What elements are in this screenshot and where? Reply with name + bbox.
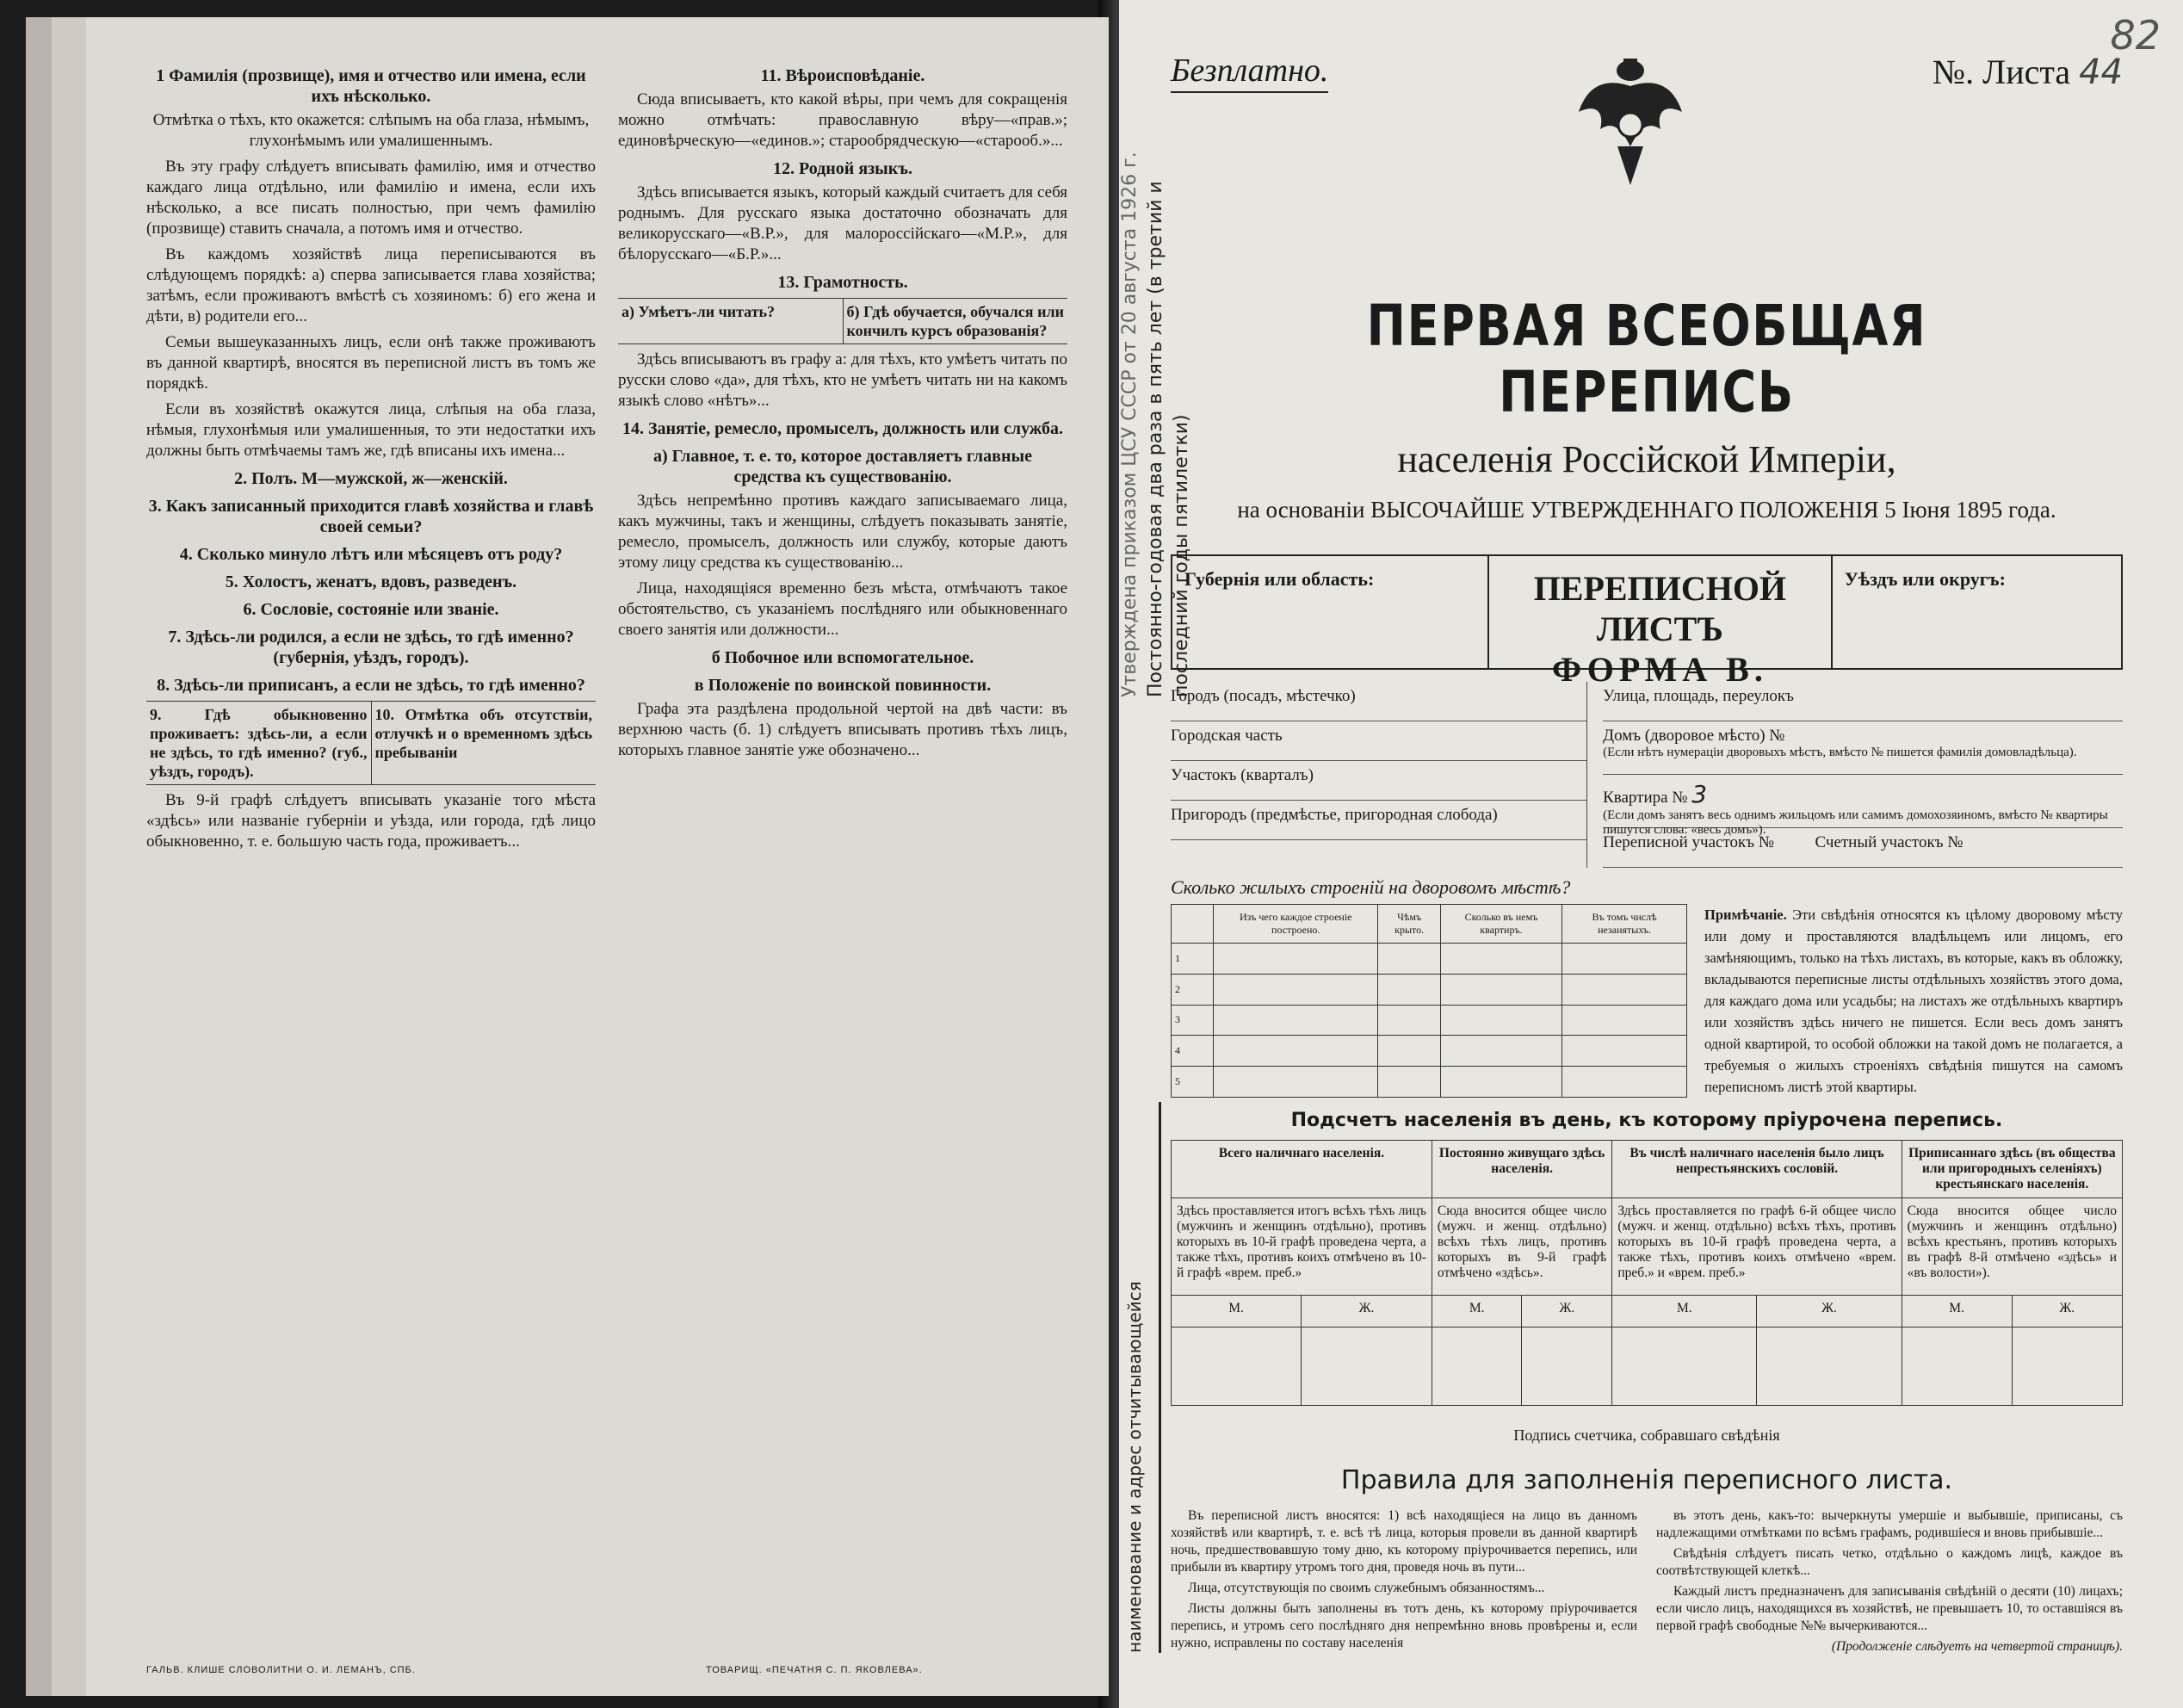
table-row xyxy=(1172,1067,1687,1098)
stamp-line-1: Утверждена приказом ЦСУ СССР от 20 августа 1926 г. xyxy=(1119,152,1141,697)
flat-field xyxy=(1603,775,2123,837)
city-part-field: Городская часть xyxy=(1171,721,1586,761)
male-label: М. xyxy=(1172,1296,1302,1327)
row-number: 3 xyxy=(1172,1005,1214,1036)
heading-2: 2. Полъ. М—мужской, ж—женскій. xyxy=(234,469,508,488)
continued-note: (Продолженіе слѣдуетъ на четвертой страницѣ). xyxy=(1831,1639,2123,1654)
note-text: Эти свѣдѣнія относятся къ цѣлому дворовому мѣсту или дому и проставляются владѣльцемъ или лицомъ, его замѣняющимъ, только на тѣхъ листахъ, въ которые, какъ въ обложку, вкладываются переписные листы отдѣльныхъ хозяйствъ этого дома, для каждаго дома или усадьбы; на листахъ же отдѣльныхъ квартиръ или хозяйствъ здѣсь ничего не пишется. Если весь домъ занятъ одной квартирой, то особой обложки на такой домъ не полагается, а требуемыя о жилыхъ строеніяхъ свѣдѣнія пишутся на самомъ переписномъ листѣ этой квартиры. xyxy=(1704,907,2123,1095)
note-label: Примѣчаніе. xyxy=(1704,907,1787,923)
population-count-title: Подсчетъ населенія въ день, къ которому пріурочена перепись. xyxy=(1290,1110,2003,1131)
printer-imprint-left: ГАЛЬВ. КЛИШЕ СЛОВОЛИТНИ О. И. ЛЕМАНЪ, СПБ. xyxy=(146,1665,416,1675)
heading-12: 12. Родной языкъ. xyxy=(773,159,912,178)
reporting-org-stamp: наименование и адрес отчитывающейся xyxy=(1124,1102,1161,1653)
rules-title: Правила для заполненія переписного листа. xyxy=(1340,1465,1953,1495)
heading-11: 11. Вѣроисповѣданіе. xyxy=(760,66,925,85)
uezd-field: Уѣздъ или округъ: xyxy=(1844,568,2006,590)
paragraph: Каждый листъ предназначенъ для записыванія свѣдѣній о десяти (10) лицахъ; если число лицъ, находящихся въ хозяйствѣ, не превышаетъ 10, то оставшіяся въ первой графѣ свободные №№ вычеркиваются... xyxy=(1656,1584,2123,1633)
district-field: Участокъ (кварталъ) xyxy=(1171,761,1586,801)
house-field xyxy=(1603,721,2123,775)
heading-8: 8. Здѣсь-ли приписанъ, а если не здѣсь, то гдѣ именно? xyxy=(157,676,585,695)
pop-header: Всего наличнаго населенія. xyxy=(1172,1141,1432,1198)
address-right xyxy=(1587,682,2123,868)
table-row xyxy=(1172,944,1687,975)
heading-10: 10. Отмѣтка объ отсутствіи, отлучкѣ и о временномъ здѣсь пребываніи xyxy=(371,702,597,784)
form-header xyxy=(1171,52,2123,224)
form-type-box xyxy=(1487,556,1833,689)
heading-14c: в Положеніе по воинской повинности. xyxy=(694,676,992,695)
paragraph: Здѣсь непремѣнно противъ каждаго записываемаго лица, какъ мужчины, такъ и женщины, слѣдуетъ показывать занятіе, ремесло, промыселъ, должность или службу, которые даютъ этому лицу средства къ существованію... xyxy=(618,492,1067,572)
sheet-number-label: №. Листа xyxy=(1932,53,2071,91)
sheet-number-value: 44 xyxy=(2079,53,2123,92)
paragraph: Въ 9-й графѣ слѣдуетъ вписывать указаніе того мѣста «здѣсь» или названіе губерніи и уѣзда, или города, гдѣ лицо обыкновенно, т. е. большую часть года, проживаетъ... xyxy=(146,791,596,851)
free-label: Безплатно. xyxy=(1171,52,1328,93)
row-number: 1 xyxy=(1172,944,1214,975)
bldg-header: Изъ чего каждое строеніе построено. xyxy=(1214,905,1378,944)
female-label: Ж. xyxy=(1757,1296,1902,1327)
heading-3: 3. Какъ записанный приходится главѣ хозяйства и главѣ своей семьи? xyxy=(148,497,594,536)
left-page-instructions xyxy=(86,17,1109,1696)
heading-9: 9. Гдѣ обыкновенно проживаетъ: здѣсь-ли, а если не здѣсь, то гдѣ именно? (губ., уѣздъ, городъ). xyxy=(150,706,368,780)
paragraph: Сюда вписываетъ, кто какой вѣры, при чемъ для сокращенія можно отмѣчать: православную вѣру—«прав.»; единовѣрческую—«единов.»; старообрядческую—«старооб.»... xyxy=(618,90,1067,150)
paragraph: Если въ хозяйствѣ окажутся лица, слѣпыя на оба глаза, нѣмыя, глухонѣмыя или умалишенныя, то эти недостатки ихъ должны быть отмѣчаемы тамъ же, гдѣ вписаны ихъ имена... xyxy=(146,400,596,460)
heading-13: 13. Грамотность. xyxy=(777,273,908,292)
left-column-2 xyxy=(618,59,1067,1677)
double-headed-eagle-icon xyxy=(1570,52,1691,189)
pop-desc: Сюда вносится общее число (мужчинъ и женщинъ отдѣльно) всѣхъ крестьянъ, противъ которыхъ въ графѣ 8-й отмѣчено «здѣсь» и «въ волости»). xyxy=(1902,1198,2122,1296)
region-box xyxy=(1171,554,2123,689)
heading-14a: а) Главное, т. е. то, которое доставляетъ главные средства къ существованію. xyxy=(653,447,1032,486)
paragraph: Отмѣтка о тѣхъ, кто окажется: слѣпымъ на оба глаза, нѣмымъ, глухонѣмымъ или умалишеннымъ. xyxy=(152,111,590,150)
paragraph: въ этотъ день, какъ-то: вычеркнуты умершіе и выбывшіе, приписаны, съ надлежащими отмѣтками по всѣмъ графамъ, родившіеся и вновь прибывшіе... xyxy=(1656,1508,2123,1540)
pop-desc: Сюда вносится общее число (мужч. и женщ. отдѣльно) всѣхъ тѣхъ лицъ, противъ которыхъ въ 9-й графѣ отмѣчено «здѣсь». xyxy=(1432,1198,1611,1296)
heading-13a: а) Умѣетъ-ли читать? xyxy=(622,303,776,320)
pop-desc: Здѣсь проставляется итогъ всѣхъ тѣхъ лицъ (мужчинъ и женщинъ отдѣльно), противъ которыхъ въ 10-й графѣ проведена черта, а также тѣхъ, противъ коихъ отмѣчено въ 10-й графѣ «врем. преб.» xyxy=(1172,1198,1432,1296)
city-field: Городъ (посадъ, мѣстечко) xyxy=(1171,682,1586,721)
paragraph: Семьи вышеуказанныхъ лицъ, если онѣ также проживаютъ въ данной квартирѣ, вносятся въ переписной листъ въ томъ же порядкѣ. xyxy=(146,333,596,393)
split-heading-9-10 xyxy=(146,701,596,785)
row-number: 4 xyxy=(1172,1036,1214,1067)
house-note: (Если нѣтъ нумераціи дворовыхъ мѣстъ, вмѣсто № пишется фамилія домовладѣльца). xyxy=(1603,746,2077,759)
pop-header: Приписаннаго здѣсь (въ общества или пригородныхъ селеніяхъ) крестьянскаго населенія. xyxy=(1902,1141,2122,1198)
counter-signature: Подпись счетчика, собравшаго свѣдѣнія xyxy=(1513,1426,1780,1444)
street-field: Улица, площадь, переулокъ xyxy=(1603,682,2123,721)
table-row xyxy=(1172,1005,1687,1036)
buildings-table xyxy=(1171,904,1687,1098)
address-block xyxy=(1171,682,2123,868)
row-number: 5 xyxy=(1172,1067,1214,1098)
bldg-header: Чѣмъ крыто. xyxy=(1378,905,1440,944)
heading-14b: б Побочное или вспомогательное. xyxy=(711,648,974,667)
form-subtitle: населенія Россійской Имперіи, xyxy=(1397,438,1896,480)
paragraph: Въ каждомъ хозяйствѣ лица переписываются въ слѣдующемъ порядкѣ: а) сперва записывается глава хозяйства; затѣмъ, если проживаютъ вмѣстѣ съ хозяиномъ: б) его жена и дѣти, в) родители его... xyxy=(146,245,596,325)
approval-stamp xyxy=(1117,77,1192,697)
pop-desc: Здѣсь проставляется по графѣ 6-й общее число (мужч. и женщ. отдѣльно) всѣхъ тѣхъ, противъ которыхъ въ 10-й графѣ проведена черта, а также тѣхъ, противъ коихъ отмѣчено «врем. преб.» и «врем. преб.» xyxy=(1612,1198,1902,1296)
address-left xyxy=(1171,682,1587,868)
house-label: Домъ (дворовое мѣсто) № xyxy=(1603,727,1785,745)
flat-value: 3 xyxy=(1691,780,1708,808)
heading-13b: б) Гдѣ обучается, обучался или кончилъ курсъ образованія? xyxy=(843,299,1068,343)
paragraph: Листы должны быть заполнены въ тотъ день, къ которому пріурочивается перепись, и утромъ сего послѣдняго дня непремѣнно вновь провѣрены и, если нужно, исправлены по составу населенія xyxy=(1171,1601,1637,1650)
buildings-note xyxy=(1704,904,2123,1098)
row-number: 2 xyxy=(1172,974,1214,1005)
sheet-number xyxy=(1933,52,2123,92)
heading-7: 7. Здѣсь-ли родился, а если не здѣсь, то гдѣ именно? (губернія, уѣздъ, городъ). xyxy=(168,628,574,667)
form-type-line2: ФОРМА В. xyxy=(1551,650,1768,689)
paragraph: Графа эта раздѣлена продольной чертой на двѣ части: въ верхнюю часть (б. 1) слѣдуетъ вписывать противъ тѣхъ лицъ, которыхъ главное занятіе уже обозначено... xyxy=(618,700,1067,759)
paragraph: Въ переписной листъ вносятся: 1) всѣ находящіеся на лицо въ данномъ хозяйствѣ или квартирѣ, т. е. всѣ тѣ лица, которыя провели въ данной квартирѣ ночь, предшествовавшую тому дню, къ которому пріурочивается перепись, или прибыли въ квартиру утромъ того дня, проведя ночь въ пути... xyxy=(1171,1508,1637,1575)
female-label: Ж. xyxy=(2012,1296,2122,1327)
printer-imprint-right: ТОВАРИЩ. «ПЕЧАТНЯ С. П. ЯКОВЛЕВА». xyxy=(706,1665,923,1675)
rules-text xyxy=(1171,1507,2123,1655)
population-table xyxy=(1171,1140,2123,1406)
heading-6: 6. Сословіе, состояніе или званіе. xyxy=(243,600,499,619)
male-label: М. xyxy=(1432,1296,1522,1327)
census-form-page xyxy=(1119,0,2183,1708)
pop-header: Постоянно живущаго здѣсь населенія. xyxy=(1432,1141,1611,1198)
heading-5: 5. Холостъ, женатъ, вдовъ, разведенъ. xyxy=(225,572,517,591)
female-label: Ж. xyxy=(1302,1296,1432,1327)
paragraph: Здѣсь вписываютъ въ графу а: для тѣхъ, кто умѣетъ читать по русски слово «да», для тѣхъ, кто не умѣетъ читать ни на какомъ языкѣ слово «нѣтъ»... xyxy=(618,350,1067,410)
heading-4: 4. Сколько минуло лѣтъ или мѣсяцевъ отъ роду? xyxy=(179,545,563,564)
rules-column-1 xyxy=(1171,1507,1637,1655)
buildings-question: Сколько жилыхъ строеній на дворовомъ мѣстѣ? xyxy=(1171,876,1571,898)
paragraph: Здѣсь вписывается языкъ, который каждый считаетъ для себя роднымъ. Для русскаго языка достаточно обозначать для великорусскаго—«В.Р.», для малороссійскаго—«М.Р.», для бѣлорусскаго—«Б.Р.»... xyxy=(618,183,1067,263)
rules-column-2 xyxy=(1656,1507,2123,1655)
bldg-header: Въ томъ числѣ незанятыхъ. xyxy=(1562,905,1687,944)
count-area-label: Счетный участокъ № xyxy=(1815,833,1963,851)
gubernia-field: Губернія или область: xyxy=(1184,568,1375,590)
handwritten-page-number: 82 xyxy=(2110,12,2161,59)
split-heading-13 xyxy=(618,298,1067,344)
buildings-section xyxy=(1171,904,2123,1098)
table-row xyxy=(1172,974,1687,1005)
female-label: Ж. xyxy=(1522,1296,1612,1327)
paragraph: Въ эту графу слѣдуетъ вписывать фамилію, имя и отчество каждаго лица отдѣльно, или фамилію и имена, если ихъ нѣсколько, а все писать полностью, при чемъ фамилію (прозвище) ставить сначала, а потомъ имя и отчество. xyxy=(146,158,596,238)
stamp-line-2: Постоянно-годовая два раза в пять лет (в третий и последний годы пятилетки) xyxy=(1145,181,1192,697)
male-label: М. xyxy=(1902,1296,2012,1327)
suburb-field: Пригородъ (предмѣстье, пригородная слобода) xyxy=(1171,801,1586,840)
form-type-line1: ПЕРЕПИСНОЙ ЛИСТЪ xyxy=(1533,569,1787,648)
bldg-header: Сколько въ немъ квартиръ. xyxy=(1440,905,1561,944)
left-column-1 xyxy=(146,59,596,1677)
flat-label: Квартира № xyxy=(1603,789,1688,807)
census-area-label: Переписной участокъ № xyxy=(1603,833,1774,851)
table-row xyxy=(1172,1036,1687,1067)
paragraph: Свѣдѣнія слѣдуетъ писать четко, отдѣльно о каждомъ лицѣ, каждое въ соотвѣтствующей клеткѣ... xyxy=(1656,1546,2123,1578)
heading-1: 1 Фамилія (прозвище), имя и отчество или имена, если ихъ нѣсколько. xyxy=(156,66,586,106)
male-label: М. xyxy=(1612,1296,1757,1327)
form-title: ПЕРВАЯ ВСЕОБЩАЯ ПЕРЕПИСЬ xyxy=(1366,293,1927,425)
form-legal-basis: на основаніи ВЫСОЧАЙШЕ УТВЕРЖДЕННАГО ПОЛОЖЕНІЯ 5 Іюня 1895 года. xyxy=(1237,497,2056,523)
paragraph: Лица, отсутствующія по своимъ служебнымъ обязанностямъ... xyxy=(1188,1581,1545,1595)
flat-note: (Если домъ занятъ весь однимъ жильцомъ или самимъ домохозяиномъ, вмѣсто № квартиры пишутся слова: «весь домъ»). xyxy=(1603,808,2108,837)
paragraph: Лица, находящіяся временно безъ мѣста, отмѣчаютъ такое обстоятельство, съ указаніемъ послѣдняго или обыкновеннаго своего занятія или должности... xyxy=(618,579,1067,639)
bldg-num-header xyxy=(1172,905,1214,944)
areas-field xyxy=(1603,828,2123,868)
heading-14: 14. Занятіе, ремесло, промыселъ, должность или служба. xyxy=(622,419,1064,438)
pop-header: Въ числѣ наличнаго населенія было лицъ непрестьянскихъ сословій. xyxy=(1612,1141,1902,1198)
